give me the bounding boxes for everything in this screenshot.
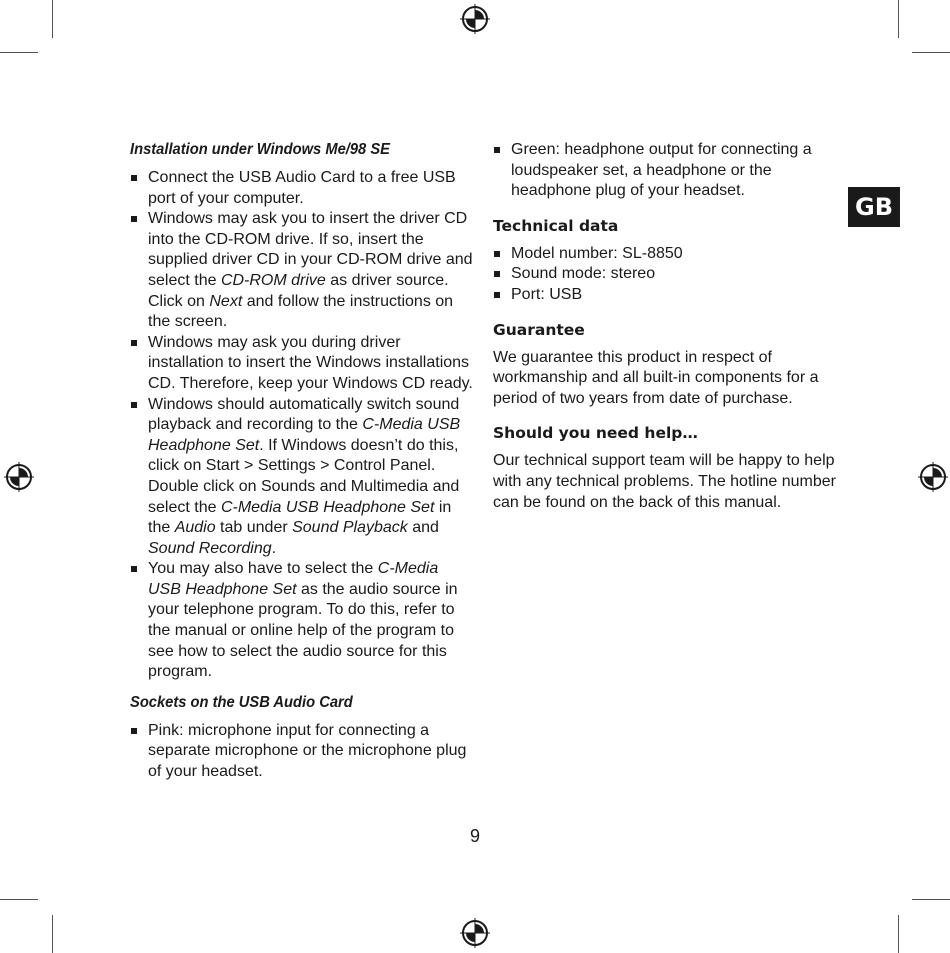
crop-mark-top-left-h [0,52,38,53]
technical-data-heading: Technical data [493,216,619,235]
sockets-list-continued [493,140,838,202]
list-item: Green: headphone output for connecting a loudspeaker set, a headphone or the headphone plug of your headset. [493,140,838,202]
emphasis-text: Sound Playback [292,519,408,537]
list-text: . [271,539,277,557]
list-item [130,209,475,333]
sockets-section-title: Sockets on the USB Audio Card [130,693,353,711]
guarantee-heading: Guarantee [493,320,585,339]
left-column [130,140,475,783]
list-item [130,168,475,209]
list-item: Sound mode: stereo [493,264,838,285]
list-text: . If Windows doesn’t do this, click on Start > Settings > Control Panel. Double click on Sounds and Multimedia and select the [148,436,460,516]
registration-mark-bottom-icon [460,918,490,948]
install-steps-list [130,168,475,683]
list-item: Port: USB [493,285,838,306]
help-text: Our technical support team will be happy to help with any technical problems. The hotline number can be found on the back of this manual. [493,452,836,511]
registration-mark-top-icon [460,4,490,34]
emphasis-text: CD-ROM drive [220,271,326,289]
crop-mark-bottom-right-v [898,915,899,953]
list-text: and follow the instructions on the screen. [148,292,454,331]
technical-data-list [493,244,838,306]
list-text: Windows may ask you to insert the driver CD into the CD-ROM drive. If so, insert the supplied driver CD in your CD-ROM drive and select the [148,210,473,289]
list-text: Windows should automatically switch sound playback and recording to the [148,395,460,434]
list-text: and [407,519,439,537]
crop-mark-top-left-v [52,0,53,38]
list-item: Model number: SL-8850 [493,244,838,265]
registration-mark-left-icon [4,462,34,492]
emphasis-text: C-Media USB Headphone Set [220,498,435,516]
crop-mark-bottom-left-v [52,915,53,953]
list-item: Pink: microphone input for connecting a separate microphone or the microphone plug of your headset. [130,721,475,783]
crop-mark-bottom-right-h [912,899,950,900]
emphasis-text: Next [209,292,243,310]
emphasis-text: Sound Recording [148,539,272,557]
crop-mark-top-right-v [898,0,899,38]
install-section-title: Installation under Windows Me/98 SE [130,141,390,158]
guarantee-text: We guarantee this product in respect of workmanship and all built-in components for a period of two years from date of purchase. [493,348,819,407]
list-text: Connect the USB Audio Card to a free USB port of your computer. [148,169,456,207]
list-text: as driver source. Click on [148,271,449,310]
crop-mark-bottom-left-h [0,899,38,900]
registration-mark-right-icon [918,462,948,492]
crop-mark-top-right-h [912,52,950,53]
help-heading: Should you need help… [493,424,698,443]
emphasis-text: C-Media USB Headphone Set [148,560,439,598]
sockets-list [130,721,475,783]
list-text: Windows may ask you during driver installation to insert the Windows installations CD. Therefore, keep your Windows CD ready. [148,333,473,392]
list-text: tab under [215,519,293,537]
list-item [130,559,475,683]
emphasis-text: Audio [174,519,216,537]
list-item [130,333,475,395]
right-column [493,140,838,513]
page-number: 9 [469,826,480,846]
language-badge: GB [848,187,900,227]
list-text: as the audio source in your telephone program. To do this, refer to the manual or online help of the program to see how to select the audio source for this program. [148,580,458,681]
list-item [130,395,475,560]
emphasis-text: C-Media USB Headphone Set [148,416,461,454]
list-text: in the [148,498,452,537]
list-text: You may also have to select the [148,560,378,578]
